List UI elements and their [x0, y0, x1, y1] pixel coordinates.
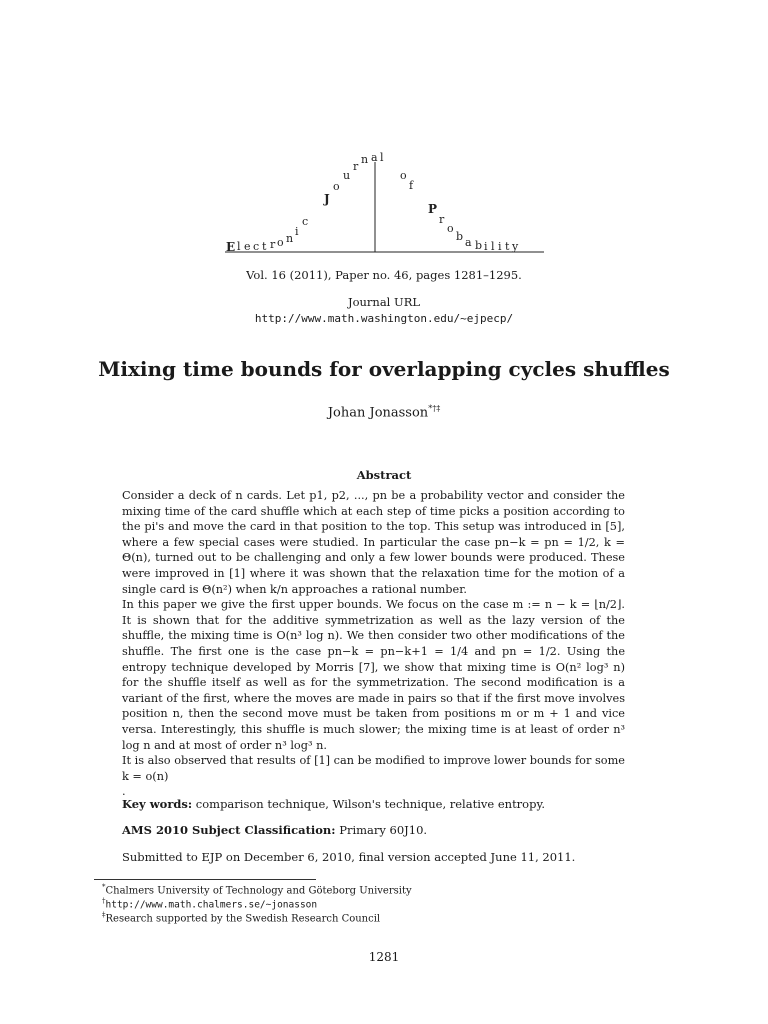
ams-label: AMS 2010 Subject Classification:	[122, 823, 336, 837]
journal-logo	[220, 148, 550, 258]
logo-letter: o	[333, 180, 340, 193]
footnote-text: Research supported by the Swedish Research Council	[105, 913, 381, 925]
author-marks: *†‡	[428, 404, 441, 413]
keywords-value: comparison technique, Wilson's technique, relative entropy.	[195, 797, 546, 811]
logo-letter: y	[512, 240, 519, 253]
logo-letter: P	[428, 202, 438, 216]
logo-letter: l	[491, 240, 495, 253]
footnote	[102, 883, 412, 896]
ams-value: Primary 60J10.	[339, 823, 428, 837]
logo-letter: E	[226, 240, 236, 254]
logo-letter: a	[371, 151, 378, 164]
author-name: Johan Jonasson	[327, 405, 429, 421]
logo-letter: t	[262, 240, 267, 253]
logo-letter: r	[439, 213, 445, 226]
logo-letter: r	[353, 160, 359, 173]
logo-letter: r	[270, 238, 276, 251]
ams-line	[122, 823, 427, 837]
logo-letter: f	[409, 179, 414, 192]
logo-letter: u	[343, 169, 351, 182]
logo-letter: o	[277, 236, 284, 249]
abstract-paragraph: .	[122, 785, 126, 799]
logo-letter: o	[400, 169, 407, 182]
logo-letter: c	[302, 215, 309, 228]
abstract-body	[122, 488, 625, 800]
logo-letter: t	[505, 240, 510, 253]
paper-title: Mixing time bounds for overlapping cycles shuffles	[98, 357, 670, 381]
logo-letter: i	[498, 240, 502, 253]
footnote	[102, 911, 380, 924]
footnote-mark: *	[102, 883, 106, 891]
logo-letter: b	[456, 230, 464, 243]
logo-letter: e	[244, 240, 251, 253]
footnote-mark: ‡	[102, 911, 106, 919]
logo-letter: n	[286, 232, 294, 245]
footnote-mark: †	[102, 897, 106, 905]
volume-line: Vol. 16 (2011), Paper no. 46, pages 1281–1295.	[246, 268, 522, 282]
submission-line: Submitted to EJP on December 6, 2010, final version accepted June 11, 2011.	[122, 850, 576, 864]
footnote-divider	[94, 879, 316, 880]
author-line	[0, 404, 768, 420]
logo-letter: J	[324, 192, 330, 206]
logo-letter: a	[465, 236, 472, 249]
page-number: 1281	[368, 950, 400, 964]
footnote-text: Chalmers University of Technology and Göteborg University	[105, 885, 412, 897]
abstract-heading: Abstract	[356, 468, 412, 482]
abstract-paragraph: It is also observed that results of [1] can be modified to improve lower bounds for some k = o(n)	[122, 754, 625, 783]
abstract-paragraph: Consider a deck of n cards. Let p1, p2, ..., pn be a probability vector and consider the mixing time of the card shuffle which at each step of time picks a position according to the pi's and move the card in that position to the top. This setup was introduced in [5], where a few special cases were studied. In particular the case pn−k = pn = 1/2, k = Θ(n), turned out to be challenging and only a few lower bounds were produced. These were improved in [1] where it was shown that the relaxation time for the motion of a single card is Θ(n²) when k/n approaches a rational number.	[122, 489, 625, 596]
logo-letter: b	[475, 239, 483, 252]
logo-letter: c	[253, 240, 260, 253]
logo-letter: i	[295, 225, 299, 238]
logo-letter: i	[484, 240, 488, 253]
logo-letter: o	[447, 222, 454, 235]
keywords-label: Key words:	[122, 797, 193, 811]
footnote	[102, 897, 317, 910]
logo-letter: n	[361, 153, 369, 166]
journal-url-label: Journal URL	[347, 295, 421, 309]
journal-url-link[interactable]: http://www.math.washington.edu/~ejpecp/	[254, 312, 514, 325]
logo-letter: l	[237, 240, 241, 253]
logo-letter: l	[380, 151, 384, 164]
keywords-line	[122, 797, 545, 811]
footnote-link[interactable]: http://www.math.chalmers.se/~jonasson	[105, 899, 318, 911]
abstract-paragraph: In this paper we give the first upper bounds. We focus on the case m := n − k = ⌊n/2⌋. It is shown that for the additive symmetrization as well as the lazy version of the shuffle, the mixing time is O(n³ log n). We then consider two other modifications of the shuffle. The first one is the case pn−k = pn−k+1 = 1/4 and pn = 1/2. Using the entropy technique developed by Morris [7], we show that mixing time is O(n² log³ n) for the shuffle itself as well as for the symmetrization. The second modification is a variant of the first, where the moves are made in pairs so that if the first move involves position n, then the second move must be taken from positions m or m + 1 and vice versa. Interestingly, this shuffle is much slower; the mixing time is at least of order n³ log n and at most of order n³ log³ n.	[122, 598, 625, 752]
